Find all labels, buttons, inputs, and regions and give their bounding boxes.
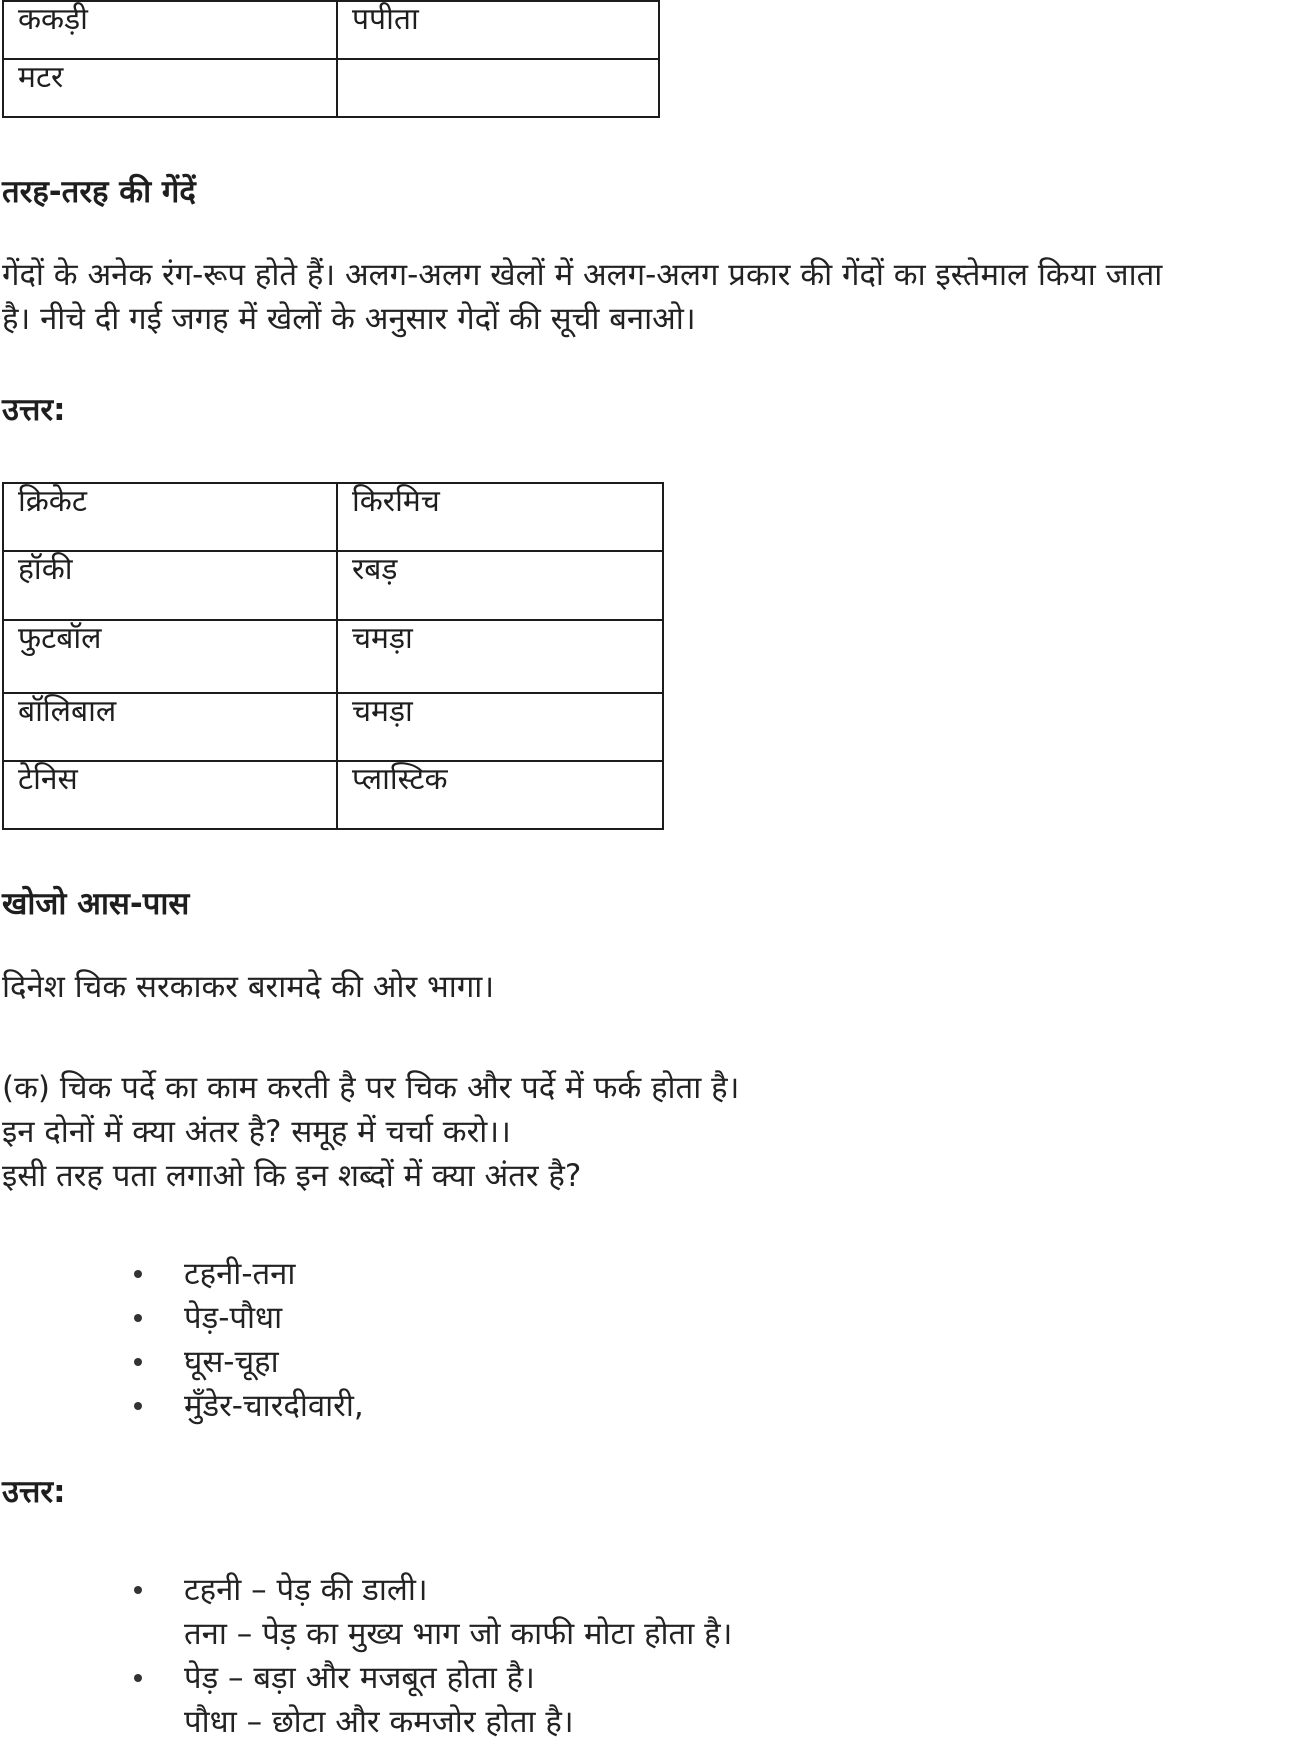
table-row	[3, 693, 663, 761]
sport-cell: बॉलिबाल	[3, 693, 337, 761]
material-cell: प्लास्टिक	[337, 761, 663, 829]
vegetable-fruit-table	[2, 0, 660, 118]
question-line: इन दोनों में क्या अंतर है? समूह में चर्चा करो।।	[2, 1114, 511, 1150]
material-cell: चमड़ा	[337, 693, 663, 761]
sport-cell: क्रिकेट	[3, 483, 337, 551]
bullet-icon	[134, 1314, 142, 1322]
sport-cell: हॉकी	[3, 551, 337, 620]
balls-question	[2, 253, 1162, 341]
section-heading-search: खोजो आस-पास	[2, 886, 190, 922]
table-cell: मटर	[3, 59, 337, 117]
sport-cell: फुटबॉल	[3, 620, 337, 693]
table-row	[3, 551, 663, 620]
section-heading-balls: तरह-तरह की गेंदें	[2, 174, 196, 210]
answer-line: पौधा – छोटा और कमजोर होता है।	[184, 1704, 574, 1740]
ball-material-table	[2, 482, 664, 830]
list-item	[0, 1296, 364, 1340]
bullet-icon	[134, 1674, 142, 1682]
list-item	[0, 1252, 364, 1296]
table-cell: ककड़ी	[3, 1, 337, 59]
search-question	[2, 1066, 739, 1198]
question-line: गेंदों के अनेक रंग-रूप होते हैं। अलग-अलग खेलों में अलग-अलग प्रकार की गेंदों का इस्तेमाल किया जाता	[2, 257, 1163, 293]
material-cell: रबड़	[337, 551, 663, 620]
bullet-icon	[134, 1402, 142, 1410]
question-line: है। नीचे दी गई जगह में खेलों के अनुसार गेदों की सूची बनाओ।	[2, 301, 696, 337]
word-pair-list	[0, 1252, 364, 1428]
table-row	[3, 761, 663, 829]
table-cell: पपीता	[337, 1, 659, 59]
table-row	[3, 59, 659, 117]
list-item	[0, 1568, 732, 1656]
material-cell: किरमिच	[337, 483, 663, 551]
bullet-icon	[134, 1270, 142, 1278]
word-pair: घूस-चूहा	[184, 1344, 279, 1380]
list-item	[0, 1656, 732, 1744]
bullet-icon	[134, 1358, 142, 1366]
answer-list	[0, 1568, 732, 1744]
list-item	[0, 1384, 364, 1428]
word-pair: मुँडेर-चारदीवारी,	[184, 1388, 364, 1424]
story-intro: दिनेश चिक सरकाकर बरामदे की ओर भागा।	[2, 969, 495, 1005]
answer-label: उत्तर:	[2, 392, 66, 428]
list-item	[0, 1340, 364, 1384]
table-row	[3, 1, 659, 59]
question-line: (क) चिक पर्दे का काम करती है पर चिक और पर्दे में फर्क होता है।	[2, 1070, 740, 1106]
table-row	[3, 483, 663, 551]
word-pair: टहनी-तना	[184, 1256, 296, 1292]
table-cell	[337, 59, 659, 117]
bullet-icon	[134, 1586, 142, 1594]
word-pair: पेड़-पौधा	[184, 1300, 283, 1336]
answer-label: उत्तर:	[2, 1474, 66, 1510]
answer-line: पेड़ – बड़ा और मजबूत होता है।	[184, 1660, 535, 1696]
sport-cell: टेनिस	[3, 761, 337, 829]
answer-line: तना – पेड़ का मुख्य भाग जो काफी मोटा होता है।	[184, 1616, 733, 1652]
table-row	[3, 620, 663, 693]
material-cell: चमड़ा	[337, 620, 663, 693]
question-line: इसी तरह पता लगाओ कि इन शब्दों में क्या अंतर है?	[2, 1158, 582, 1194]
answer-line: टहनी – पेड़ की डाली।	[184, 1572, 428, 1608]
